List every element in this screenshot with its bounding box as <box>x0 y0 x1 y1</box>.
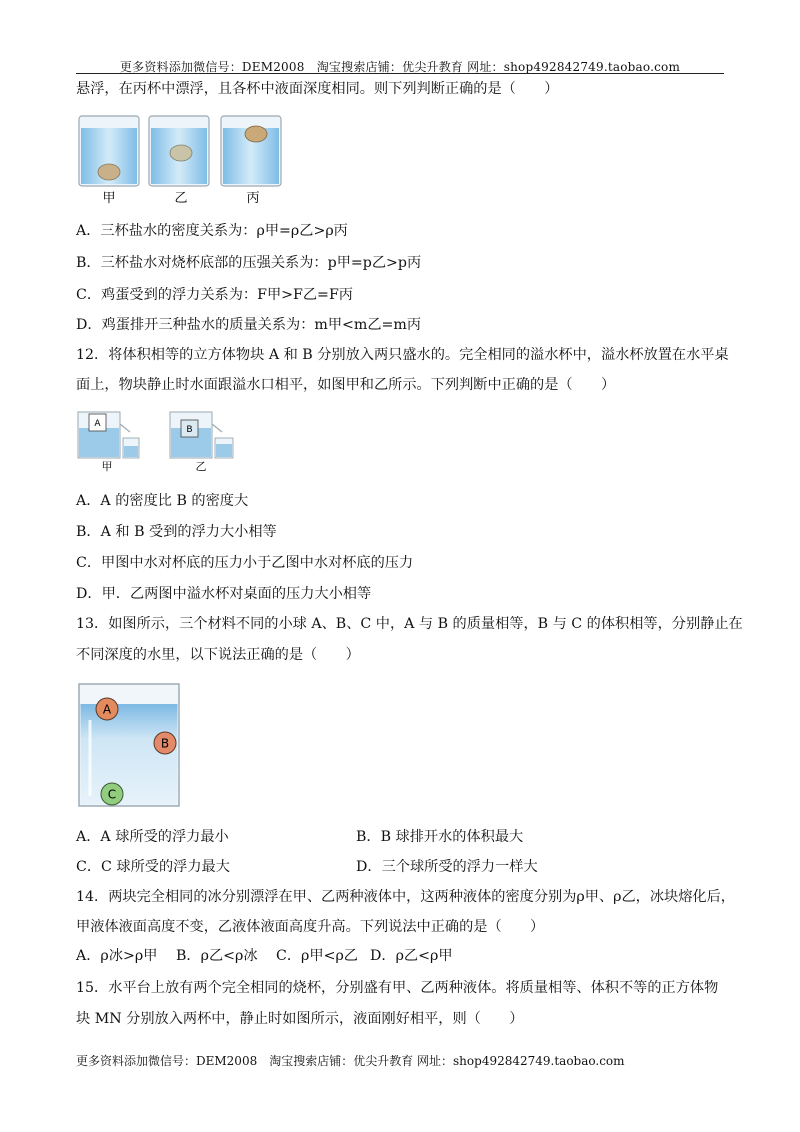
q14-option-d: D．ρ乙<ρ甲 <box>370 948 453 964</box>
q14-option-c: C．ρ甲<ρ乙 <box>276 948 358 964</box>
ball-b <box>154 732 176 754</box>
cup-label: 乙 <box>174 191 188 206</box>
q13-stem-line2: 不同深度的水里，以下说法正确的是（ ） <box>76 647 360 663</box>
q12-option-b: B．A 和 B 受到的浮力大小相等 <box>76 524 277 540</box>
svg-text:A: A <box>102 702 112 717</box>
q13-stem-line1: 13．如图所示，三个材料不同的小球 A、B、C 中，A 与 B 的质量相等，B 与 C 的体积相等，分别静止在 <box>76 616 743 632</box>
block-a-label: A <box>94 419 101 429</box>
egg-icon <box>170 145 192 161</box>
q13-option-c: C．C 球所受的浮力最大 <box>76 859 230 875</box>
q14-stem-line2: 甲液体液面高度不变，乙液体液面高度升高。下列说法中正确的是（ ） <box>76 919 545 935</box>
q13-option-d: D．三个球所受的浮力一样大 <box>356 859 538 875</box>
svg-text:B: B <box>160 736 170 751</box>
q14-stem-line1: 14．两块完全相同的冰分别漂浮在甲、乙两种液体中，这两种液体的密度分别为ρ甲、ρ乙，冰块熔化后， <box>76 889 735 905</box>
header-rule <box>76 73 724 74</box>
q12-stem-line1: 12．将体积相等的立方体物块 A 和 B 分别放入两只盛水的。完全相同的溢水杯中，溢水杯放置在水平桌 <box>76 347 729 363</box>
q13-option-b: B．B 球排开水的体积最大 <box>356 829 524 845</box>
q13-option-a: A．A 球所受的浮力最小 <box>76 829 229 845</box>
cup-bing <box>221 116 281 186</box>
q11-stem: 悬浮，在丙杯中漂浮，且各杯中液面深度相同。则下列判断正确的是（ ） <box>76 81 559 97</box>
q12-stem-line2: 面上，物块静止时水面跟溢水口相平，如图甲和乙所示。下列判断中正确的是（ ） <box>76 377 616 393</box>
fig-label: 乙 <box>195 460 207 473</box>
q12-option-d: D．甲．乙两图中溢水杯对桌面的压力大小相等 <box>76 586 372 602</box>
cup-jia <box>79 116 139 186</box>
overflow-cup-yi <box>170 412 233 458</box>
q14-option-a: A．ρ冰>ρ甲 <box>76 948 158 964</box>
egg-icon <box>98 164 120 180</box>
cup-yi <box>149 116 209 186</box>
q14-option-b: B．ρ乙<ρ冰 <box>176 948 258 964</box>
overflow-cup-jia <box>78 412 139 458</box>
q11-figure <box>76 110 286 206</box>
q11-option-a: A．三杯盐水的密度关系为：ρ甲=ρ乙>ρ丙 <box>76 223 348 239</box>
svg-text:C: C <box>107 787 117 802</box>
q11-option-c: C．鸡蛋受到的浮力关系为：F甲>F乙=F丙 <box>76 287 353 303</box>
q15-stem-line2: 块 MN 分别放入两杯中，静止时如图所示，液面刚好相平，则（ ） <box>76 1011 524 1027</box>
q11-option-d: D．鸡蛋排开三种盐水的质量关系为：m甲<m乙=m丙 <box>76 317 422 333</box>
cup-label: 丙 <box>246 191 260 206</box>
q11-option-b: B．三杯盐水对烧杯底部的压强关系为：p甲=p乙>p丙 <box>76 255 422 271</box>
block-b-label: B <box>186 425 193 435</box>
ball-c <box>101 783 123 805</box>
egg-icon <box>245 126 267 142</box>
page-header: 更多资料添加微信号：DEM2008 淘宝搜索店铺：优尖升教育 网址：shop492842749.taobao.com <box>119 60 681 74</box>
fig-label: 甲 <box>101 460 113 473</box>
q12-figure <box>76 408 246 474</box>
ball-a <box>96 698 118 720</box>
cup-label: 甲 <box>102 191 116 206</box>
page-footer: 更多资料添加微信号：DEM2008 淘宝搜索店铺：优尖升教育 网址：shop492842749.taobao.com <box>76 1054 625 1068</box>
q13-figure <box>78 680 182 808</box>
q12-option-c: C．甲图中水对杯底的压力小于乙图中水对杯底的压力 <box>76 555 414 571</box>
q12-option-a: A．A 的密度比 B 的密度大 <box>76 493 249 509</box>
q15-stem-line1: 15．水平台上放有两个完全相同的烧杯，分别盛有甲、乙两种液体。将质量相等、体积不等的正方体物 <box>76 980 719 996</box>
